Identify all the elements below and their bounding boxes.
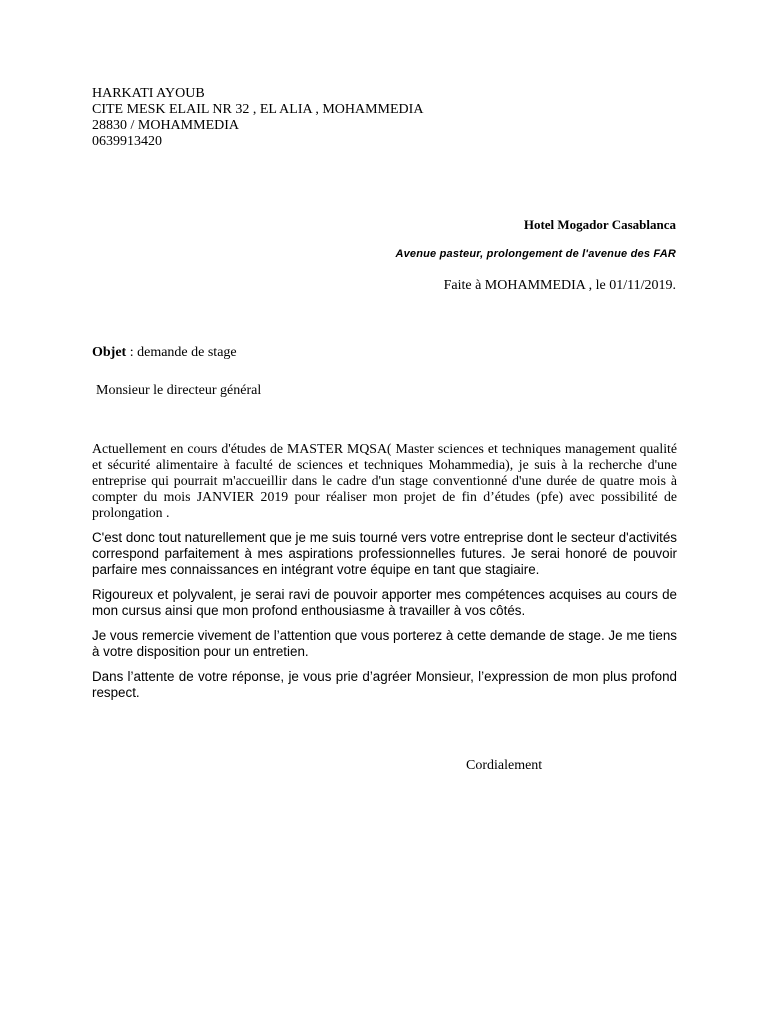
place-date: Faite à MOHAMMEDIA , le 01/11/2019. [443, 278, 676, 293]
sender-name: HARKATI AYOUB [92, 86, 205, 101]
sender-postal: 28830 / MOHAMMEDIA [92, 118, 239, 133]
sender-block [92, 86, 423, 150]
subject-text: : demande de stage [126, 345, 237, 360]
recipient-address: Avenue pasteur, prolongement de l'avenue des FAR [395, 248, 676, 260]
body-paragraph-3: Rigoureux et polyvalent, je serai ravi de pouvoir apporter mes compétences acquises au cours de mon cursus ainsi que mon profond enthousiasme à travailler à vos côtés. [92, 587, 677, 618]
sender-address: CITE MESK ELAIL NR 32 , EL ALIA , MOHAMMEDIA [92, 102, 424, 117]
recipient-name: Hotel Mogador Casablanca [523, 217, 676, 232]
body-paragraph-4: Je vous remercie vivement de l’attention que vous porterez à cette demande de stage. Je me tiens à votre disposition pour un entretien. [92, 628, 677, 659]
subject-label: Objet [92, 345, 127, 360]
salutation: Monsieur le directeur général [96, 383, 262, 398]
body-paragraph-5: Dans l’attente de votre réponse, je vous prie d’agréer Monsieur, l’expression de mon plus profond respect. [92, 669, 677, 700]
body-paragraph-2: C'est donc tout naturellement que je me suis tourné vers votre entreprise dont le secteur d'activités correspond parfaitement à mes aspirations professionnelles futures. Je serai honoré de pouvoir parfaire mes connaissances en intégrant votre équipe en tant que stagiaire. [92, 530, 677, 577]
closing: Cordialement [466, 758, 543, 773]
letter-body [92, 441, 677, 710]
subject-line [92, 345, 237, 361]
body-paragraph-1: Actuellement en cours d'études de MASTER MQSA( Master sciences et techniques management qualité et sécurité alimentaire à faculté de sciences et techniques Mohammedia), je suis à la recherche d'une entreprise qui pourrait m'accueillir dans le cadre d'un stage conventionné d'une durée de quatre mois à compter du mois JANVIER 2019 pour réaliser mon projet de fin d’études (pfe) avec possibilité de prolongation . [92, 441, 677, 520]
sender-phone: 0639913420 [92, 134, 162, 149]
